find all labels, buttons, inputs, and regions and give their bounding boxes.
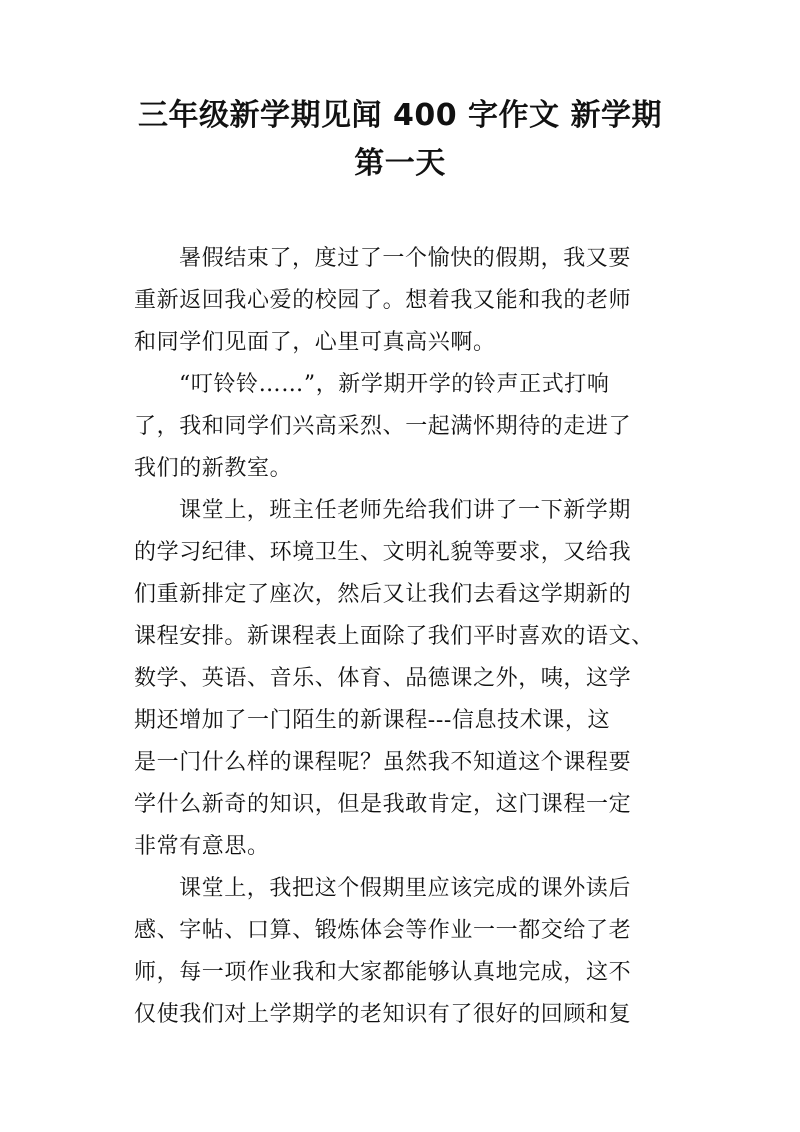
- paragraph: [134, 868, 674, 1036]
- text-line: 师，每一项作业我和大家都能够认真地完成，这不: [134, 960, 632, 985]
- text-line: 暑假结束了，度过了一个愉快的假期，我又要: [179, 246, 632, 271]
- document-body: [134, 238, 674, 1036]
- text-line: 仅使我们对上学期学的老知识有了很好的回顾和复: [134, 1002, 632, 1027]
- text-line: 期还增加了一门陌生的新课程---信息技术课，这: [134, 708, 611, 733]
- text-line: 了，我和同学们兴高采烈、一起满怀期待的走进了: [134, 414, 632, 439]
- text-line: 学什么新奇的知识，但是我敢肯定，这门课程一定: [134, 792, 632, 817]
- text-line: 的学习纪律、环境卫生、文明礼貌等要求，又给我: [134, 540, 632, 565]
- document-title: [100, 92, 700, 188]
- text-line: 感、字帖、口算、锻炼体会等作业一一都交给了老: [134, 918, 632, 943]
- text-line: 和同学们见面了，心里可真高兴啊。: [134, 330, 496, 355]
- text-line: 是一门什么样的课程呢？虽然我不知道这个课程要: [134, 750, 632, 775]
- text-line: 课堂上，我把这个假期里应该完成的课外读后: [179, 876, 632, 901]
- text-line: 数学、英语、音乐、体育、品德课之外，咦，这学: [134, 666, 632, 691]
- text-line: 非常有意思。: [134, 834, 270, 859]
- text-line: 我们的新教室。: [134, 456, 293, 481]
- paragraph: [134, 238, 674, 364]
- text-line: 课堂上，班主任老师先给我们讲了一下新学期: [179, 498, 632, 523]
- title-line: 第一天: [354, 146, 446, 181]
- text-line: 们重新排定了座次，然后又让我们去看这学期新的: [134, 582, 632, 607]
- text-line: 课程安排。新课程表上面除了我们平时喜欢的语文、: [134, 624, 654, 649]
- text-line: 重新返回我心爱的校园了。想着我又能和我的老师: [134, 288, 632, 313]
- paragraph: [134, 364, 674, 490]
- text-line: “叮铃铃……”，新学期开学的铃声正式打响: [179, 372, 610, 397]
- paragraph: [134, 490, 674, 868]
- title-line: 三年级新学期见闻 400 字作文 新学期: [138, 98, 662, 133]
